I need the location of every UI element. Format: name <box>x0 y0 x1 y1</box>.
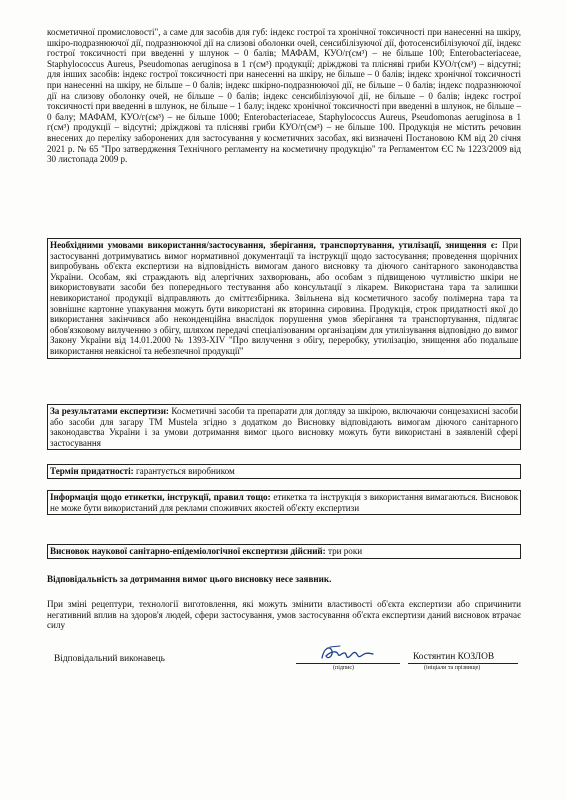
results-label: За результатами експертизи: <box>50 406 169 416</box>
labeling-label: Інформація щодо етикетки, інструкції, правил тощо: <box>50 492 271 502</box>
conditions-label: Необхідними умовами використання/застосування, зберігання, транспортування, утилізації, знищення є: <box>50 240 498 250</box>
signature-caption: (підпис) <box>333 665 355 671</box>
recipe-change-text: При зміні рецептури, технології виготовлення, які можуть змінити властивості об'єкта експертизи або спричинити негативний вплив на здоров'я людей, сфери застосування, умов застосування об'єкта експертизи даний висновок втрачає силу <box>47 599 521 631</box>
conditions-section <box>47 238 521 359</box>
name-caption: (ініціали та прізвище) <box>424 665 481 671</box>
responsibility-statement <box>47 574 521 585</box>
validity-label: Висновок наукової санітарно-епідеміологічної експертизи дійсний: <box>50 546 326 556</box>
conditions-text: При застосуванні дотримуватись вимог нормативної документації та інструкції щодо застосування; проведення щорічних випробувань об'єкта експертизи на відповідність вимогам даного висновку та діючого санітарного законодавства України. Особам, які страждають від алергічних захворювань, або особам з підвищеною чутливістю шкіри не використовувати засоби без попереднього тестування або консультації з лікарем. Використана тара та залишки невикористаної продукції відправляють до сміттєзбірника. Звільнена від косметичного засобу полімерна тара та зовнішнє картонне упакування можуть бути використані як вторинна сировина. Продукція, строк придатності якої до використання закінчився або неконденційна внаслідок порушення умов зберігання та транспортування, підлягає обов'язковому вилученню з обігу, шляхом передачі спеціалізованим організаціям для утилізування відповідно до вимог Закону України від 14.01.2000 № 1393-XIV "Про вилучення з обігу, переробку, утилізацію, знищення або подальше використання неякісної та небезпечної продукції" <box>50 240 518 356</box>
recipe-change-paragraph <box>47 599 521 631</box>
results-text: Косметичні засоби та препарати для догляду за шкірою, включаючи сонцезахисні засоби або засоби для загару ТМ Mustela згідно з додатком до Висновку відповідають вимогам діючого санітарного законодавства України і за умови дотримання вимог цього висновку можуть бути використані в заявленій сфері застосування <box>50 406 518 448</box>
shelf-life-section <box>47 464 521 479</box>
validity-section <box>47 544 521 559</box>
signature-line <box>296 663 400 664</box>
responsible-executor-label: Відповідальний виконавець <box>54 654 165 664</box>
signature-icon <box>318 642 378 664</box>
responsibility-text: Відповідальність за дотримання вимог цього висновку несе заявник. <box>47 574 332 584</box>
top-paragraph <box>47 27 521 165</box>
signatory-name: Костянтин КОЗЛОВ <box>413 652 495 662</box>
signature-row <box>0 642 567 682</box>
shelf-life-label: Термін придатності: <box>50 466 134 476</box>
top-paragraph-text: косметичної промисловості", а саме для засобів для губ: індекс гострої та хронічної токсичності при нанесенні на шкіру, шкіро-подразнюючої дії, подразнюючої дії на слизові оболонки очей, сенсибілізуючої дії, фотосенсибілізуючої дії, індекс гострої токсичності при введенні у шлунок – 0 балів; МАФАМ, КУО/г(см³) – не більше 100; Enterobacteriaceae, Staphylococcus Aureus, Pseudomonas aeruginosa в 1 г(см³) продукції; дріжджові та плісняві гриби КУО/г(см³) – відсутні; для інших засобів: індекс гострої токсичності при нанесенні на шкіру, не більше – 0 балів; індекс хронічної токсичності при нанесенні на шкіру, не більше – 0 балів; індекс шкірно-подразнюючої дії, не більше – 0 балів; індекс подразнюючої дії на слизову оболонку очей, не більше – 0 балів; індекс сенсибілізуючої дії, не більше – 0 балів; індекс гострої токсичності при введенні в шлунок, не більше – 1 балу; індекс хронічної токсичності при введенні в шлунок, не більше – 0 балу; МАФАМ, КУО/г(см³) – не більше 1000; Enterobacteriaceae, Staphylococcus Aureus, Pseudomonas aeruginosa в 1 г(см³) продукції – відсутні; дріжджові та плісняві гриби КУО/г(см³) – не більше 100. Продукція не містить речовин внесених до переліку заборонених для застосування у косметичних засобах, які визначені Постановою КМ від 20 січня 2021 р. № 65 "Про затвердження Технічного регламенту на косметичну продукцію" та Регламентом ЄС № 1223/2009 від 30 листопада 2009 р. <box>47 27 521 165</box>
name-line <box>408 663 518 664</box>
results-section <box>47 404 521 450</box>
labeling-text: етикетка та інструкція з використання вимагаються. Висновок не може бути використаний для реклами споживчих якостей об'єкту експертизи <box>50 492 518 513</box>
validity-text: три роки <box>327 546 363 556</box>
shelf-life-text: гарантується виробником <box>135 466 235 476</box>
labeling-section <box>47 490 521 515</box>
